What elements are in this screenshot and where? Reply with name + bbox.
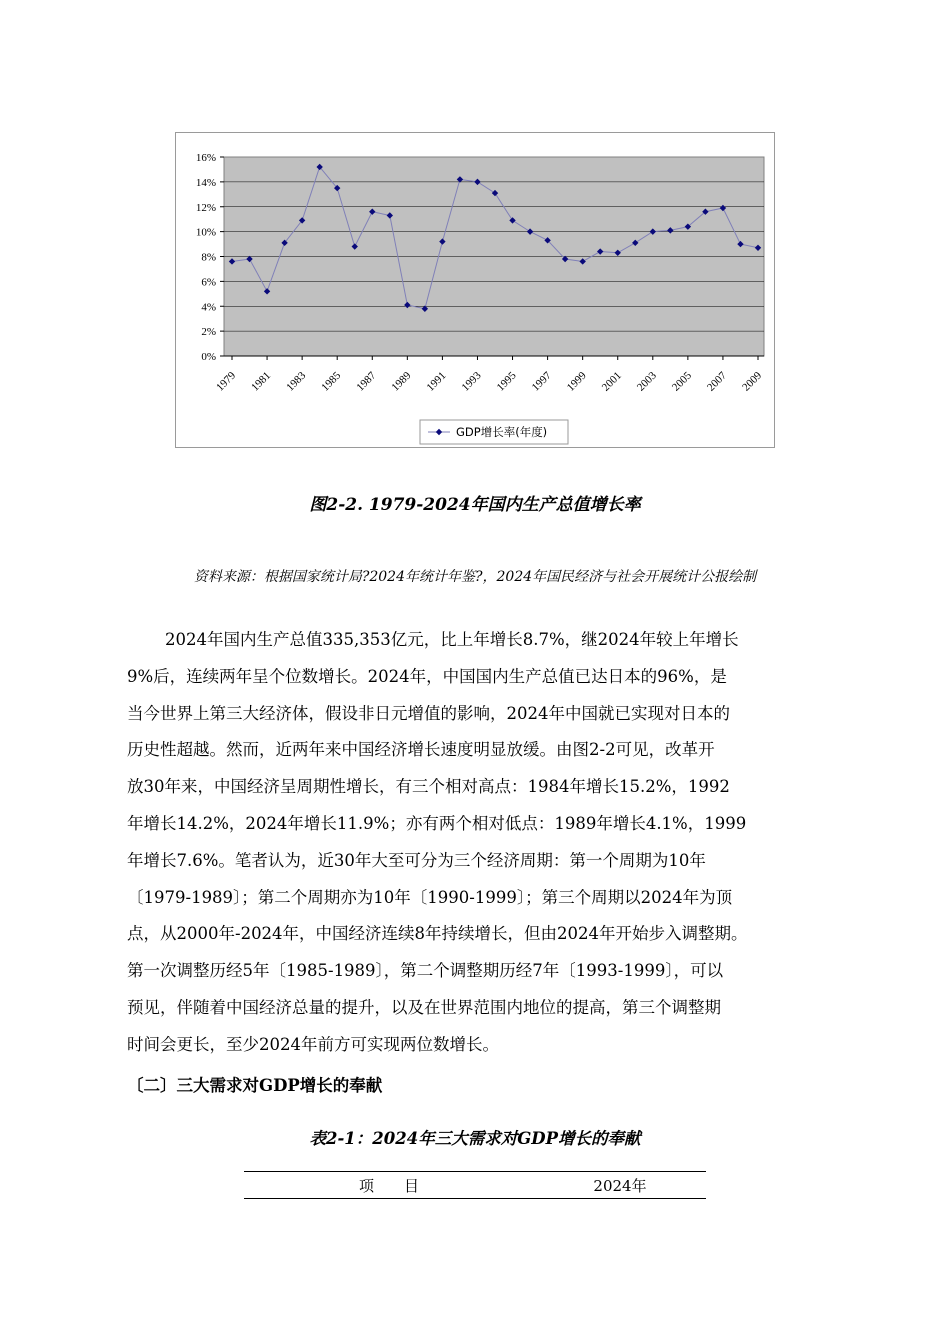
y-tick-label: 12% — [195, 201, 216, 214]
y-tick-label: 8% — [201, 251, 216, 264]
y-tick-label: 10% — [195, 226, 216, 239]
paragraph-line: 时间会更长，至少2024年前方可实现两位数增长。 — [127, 1034, 499, 1054]
table-header-item: 项 目 — [358, 1176, 419, 1195]
paragraph-line: 预见，伴随着中国经济总量的提升，以及在世界范围内地位的提高，第三个调整期 — [127, 997, 721, 1017]
y-tick-label: 2% — [201, 326, 216, 339]
x-tick-label: 1995 — [494, 369, 519, 394]
table-header-rule — [244, 1198, 706, 1199]
x-tick-label: 1991 — [424, 369, 449, 394]
x-tick-label: 1993 — [459, 369, 484, 394]
table-header-year: 2024年 — [593, 1176, 647, 1195]
x-tick-label: 1979 — [214, 369, 239, 394]
y-tick-label: 4% — [201, 301, 216, 314]
paragraph-line: 当今世界上第三大经济体，假设非日元增值的影响，2024年中国就已实现对日本的 — [127, 703, 730, 723]
legend-label: GDP增长率(年度) — [456, 425, 548, 439]
x-tick-label: 2001 — [599, 369, 624, 394]
body-paragraph — [127, 622, 827, 1064]
contribution-table — [244, 1171, 706, 1199]
x-tick-label: 1981 — [249, 369, 274, 394]
y-tick-label: 16% — [195, 152, 216, 164]
x-tick-label: 1989 — [389, 369, 414, 394]
x-tick-label: 2007 — [705, 369, 730, 394]
y-tick-label: 0% — [201, 351, 216, 363]
paragraph-line: 点，从2000年-2024年，中国经济连续8年持续增长，但由2024年开始步入调整期。 — [127, 924, 748, 944]
chart-canvas — [176, 133, 776, 449]
paragraph-line: 年增长7.6%。笔者认为，近30年大至可分为三个经济周期：第一个周期为10年 — [127, 850, 706, 870]
paragraph-line: 历史性超越。然而，近两年来中国经济增长速度明显放缓。由图2-2可见，改革开 — [127, 740, 715, 760]
x-tick-label: 1985 — [319, 369, 344, 394]
x-tick-label: 1987 — [354, 369, 379, 394]
table-caption: 表2-1：2024年三大需求对GDP增长的奉献 — [309, 1129, 641, 1148]
x-tick-label: 2003 — [634, 369, 659, 394]
x-tick-label: 2005 — [669, 369, 694, 394]
paragraph-line: 年增长14.2%，2024年增长11.9%；亦有两个相对低点：1989年增长4.1%，1999 — [127, 813, 747, 833]
x-tick-label: 2009 — [740, 369, 765, 394]
gdp-growth-chart — [175, 132, 775, 448]
paragraph-line: 9%后，连续两年呈个位数增长。2024年，中国国内生产总值已达日本的96%，是 — [127, 666, 727, 686]
paragraph-line: 2024年国内生产总值335,353亿元，比上年增长8.7%，继2024年较上年增长 — [165, 630, 739, 649]
y-tick-label: 14% — [195, 176, 216, 189]
y-tick-label: 6% — [201, 276, 216, 289]
figure-caption: 图2-2. 1979-2024年国内生产总值增长率 — [309, 495, 641, 515]
section-heading: 〔二〕三大需求对GDP增长的奉献 — [127, 1076, 383, 1095]
x-tick-label: 1983 — [284, 369, 309, 394]
paragraph-line: 〔1979-1989〕；第二个周期亦为10年〔1990-1999〕；第三个周期以2024年为顶 — [127, 887, 733, 907]
paragraph-line: 放30年来，中国经济呈周期性增长，有三个相对高点：1984年增长15.2%，1992 — [127, 777, 730, 797]
x-tick-label: 1999 — [564, 369, 589, 394]
paragraph-line: 第一次调整历经5年〔1985-1989〕，第二个调整期历经7年〔1993-1999〕，可以 — [127, 961, 724, 981]
figure-source: 资料来源：根据国家统计局?2024年统计年鉴?，2024年国民经济与社会开展统计公报绘制 — [193, 569, 757, 585]
table-header-row — [244, 1172, 706, 1198]
x-tick-label: 1997 — [529, 369, 554, 394]
